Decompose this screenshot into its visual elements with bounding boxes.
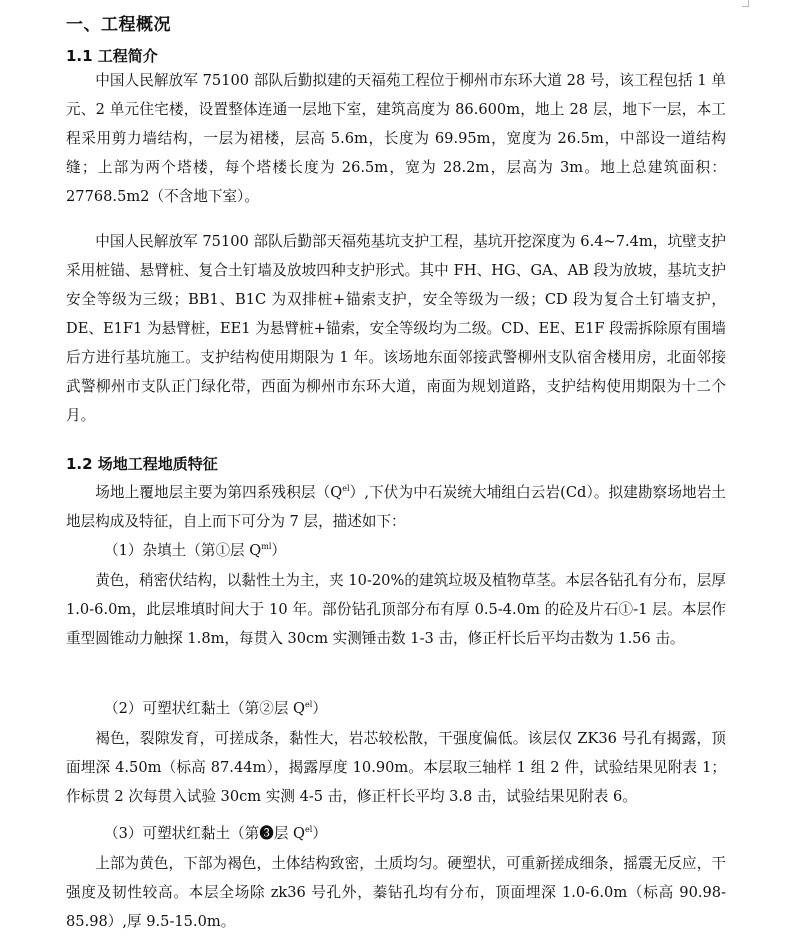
page-corner-mark <box>742 0 749 7</box>
layer-1-title: （1）杂填土（第①层 $Q^{ml}$） <box>104 542 286 559</box>
paragraph-geology-intro: 场地上覆地层主要为第四系残积层$(Q^{el})$,下伏为中石炭统大埔组白云岩(Cd）。拟建勘察场地岩土地层构成及特征，自上而下可分为 7 层，描述如下： <box>66 484 727 530</box>
layer-3-description: 上部为黄色，下部为褐色，土体结构致密，土质均匀。硬塑状，可重新搓成细条，摇震无反应，干强度及韧性较高。本层全场除 zk36 号孔外，蓁钻孔均有分布，顶面埋深 1.0-6.0m（标高 90.98-85.98）,厚 9.5-15.0m。 <box>66 855 726 930</box>
paragraph-pit-support: 中国人民解放军 75100 部队后勤部天福苑基坑支护工程，基坑开挖深度为 6.4~7.4m，坑壁支护采用桩锚、悬臂桩、复合土钉墙及放坡四种支护形式。其中 FH、HG、GA、AB 段为放坡，基坑支护安全等级为三级；BB1、B1C 为双排桩+锚索支护，安全等级为一级；CD 段为复合土钉墙支护，DE、E1F1 为悬臂桩，EE1 为悬臂桩+锚索，安全等级均为二级。CD、EE、E1F 段需拆除原有围墙后方进行基坑施工。支护结构使用期限为 1 年。该场地东面邻接武警柳州支队宿舍楼用房，北面邻接武警柳州市支队正门绿化带，西面为柳州市东环大道，南面为规划道路，支护结构使用期限为十二个月。 <box>66 233 726 424</box>
section-heading: 一、工程概况 <box>66 15 171 35</box>
layer-1-description: 黄色，稍密伏结构，以黏性土为主，夹 10-20%的建筑垃圾及植物草茎。本层各钻孔有分布，层厚 1.0-6.0m，此层堆填时间大于 10 年。部份钻孔顶部分布有厚 0.5-4.0m 的砼及片石①-1 层。本层作重型圆锥动力触探 1.8m，每贯入 30cm 实测锤击数 1-3 击，修正杆长后平均击数为 1.56 击。 <box>66 572 726 647</box>
paragraph-project-intro: 中国人民解放军 75100 部队后勤拟建的天福苑工程位于柳州市东环大道 28 号，该工程包括 1 单元、2 单元住宅楼，设置整体连通一层地下室，建筑高度为 86.600m，地上 28 层，地下一层，本工程采用剪力墙结构，一层为裙楼，层高 5.6m，长度为 69.95m，宽度为 26.5m，中部设一道结构缝；上部为两个塔楼，每个塔楼长度为 26.5m，宽为 28.2m，层高为 3m。地上总建筑面积：27768.5m2（不含地下室）。 <box>66 72 726 205</box>
subsection-heading-1-1: 1.1 工程简介 <box>66 47 158 65</box>
layer-2-description: 褐色，裂隙发育，可搓成条，黏性大，岩芯较松散，干强度偏低。该层仅 ZK36 号孔有揭露，顶面埋深 4.50m（标高 87.44m），揭露厚度 10.90m。本层取三轴样 1 组 2 件，试验结果见附表 1；作标贯 2 次每贯入试验 30cm 实测 4-5 击，修正杆长平均 3.8 击，试验结果见附表 6。 <box>66 730 726 805</box>
layer-2-title: （2）可塑状红黏土（第②层 $Q^{el}$） <box>104 700 327 717</box>
layer-3-title: （3）可塑状红黏土（第❸层 $Q^{el}$） <box>104 825 327 842</box>
subsection-heading-1-2: 1.2 场地工程地质特征 <box>66 455 218 473</box>
